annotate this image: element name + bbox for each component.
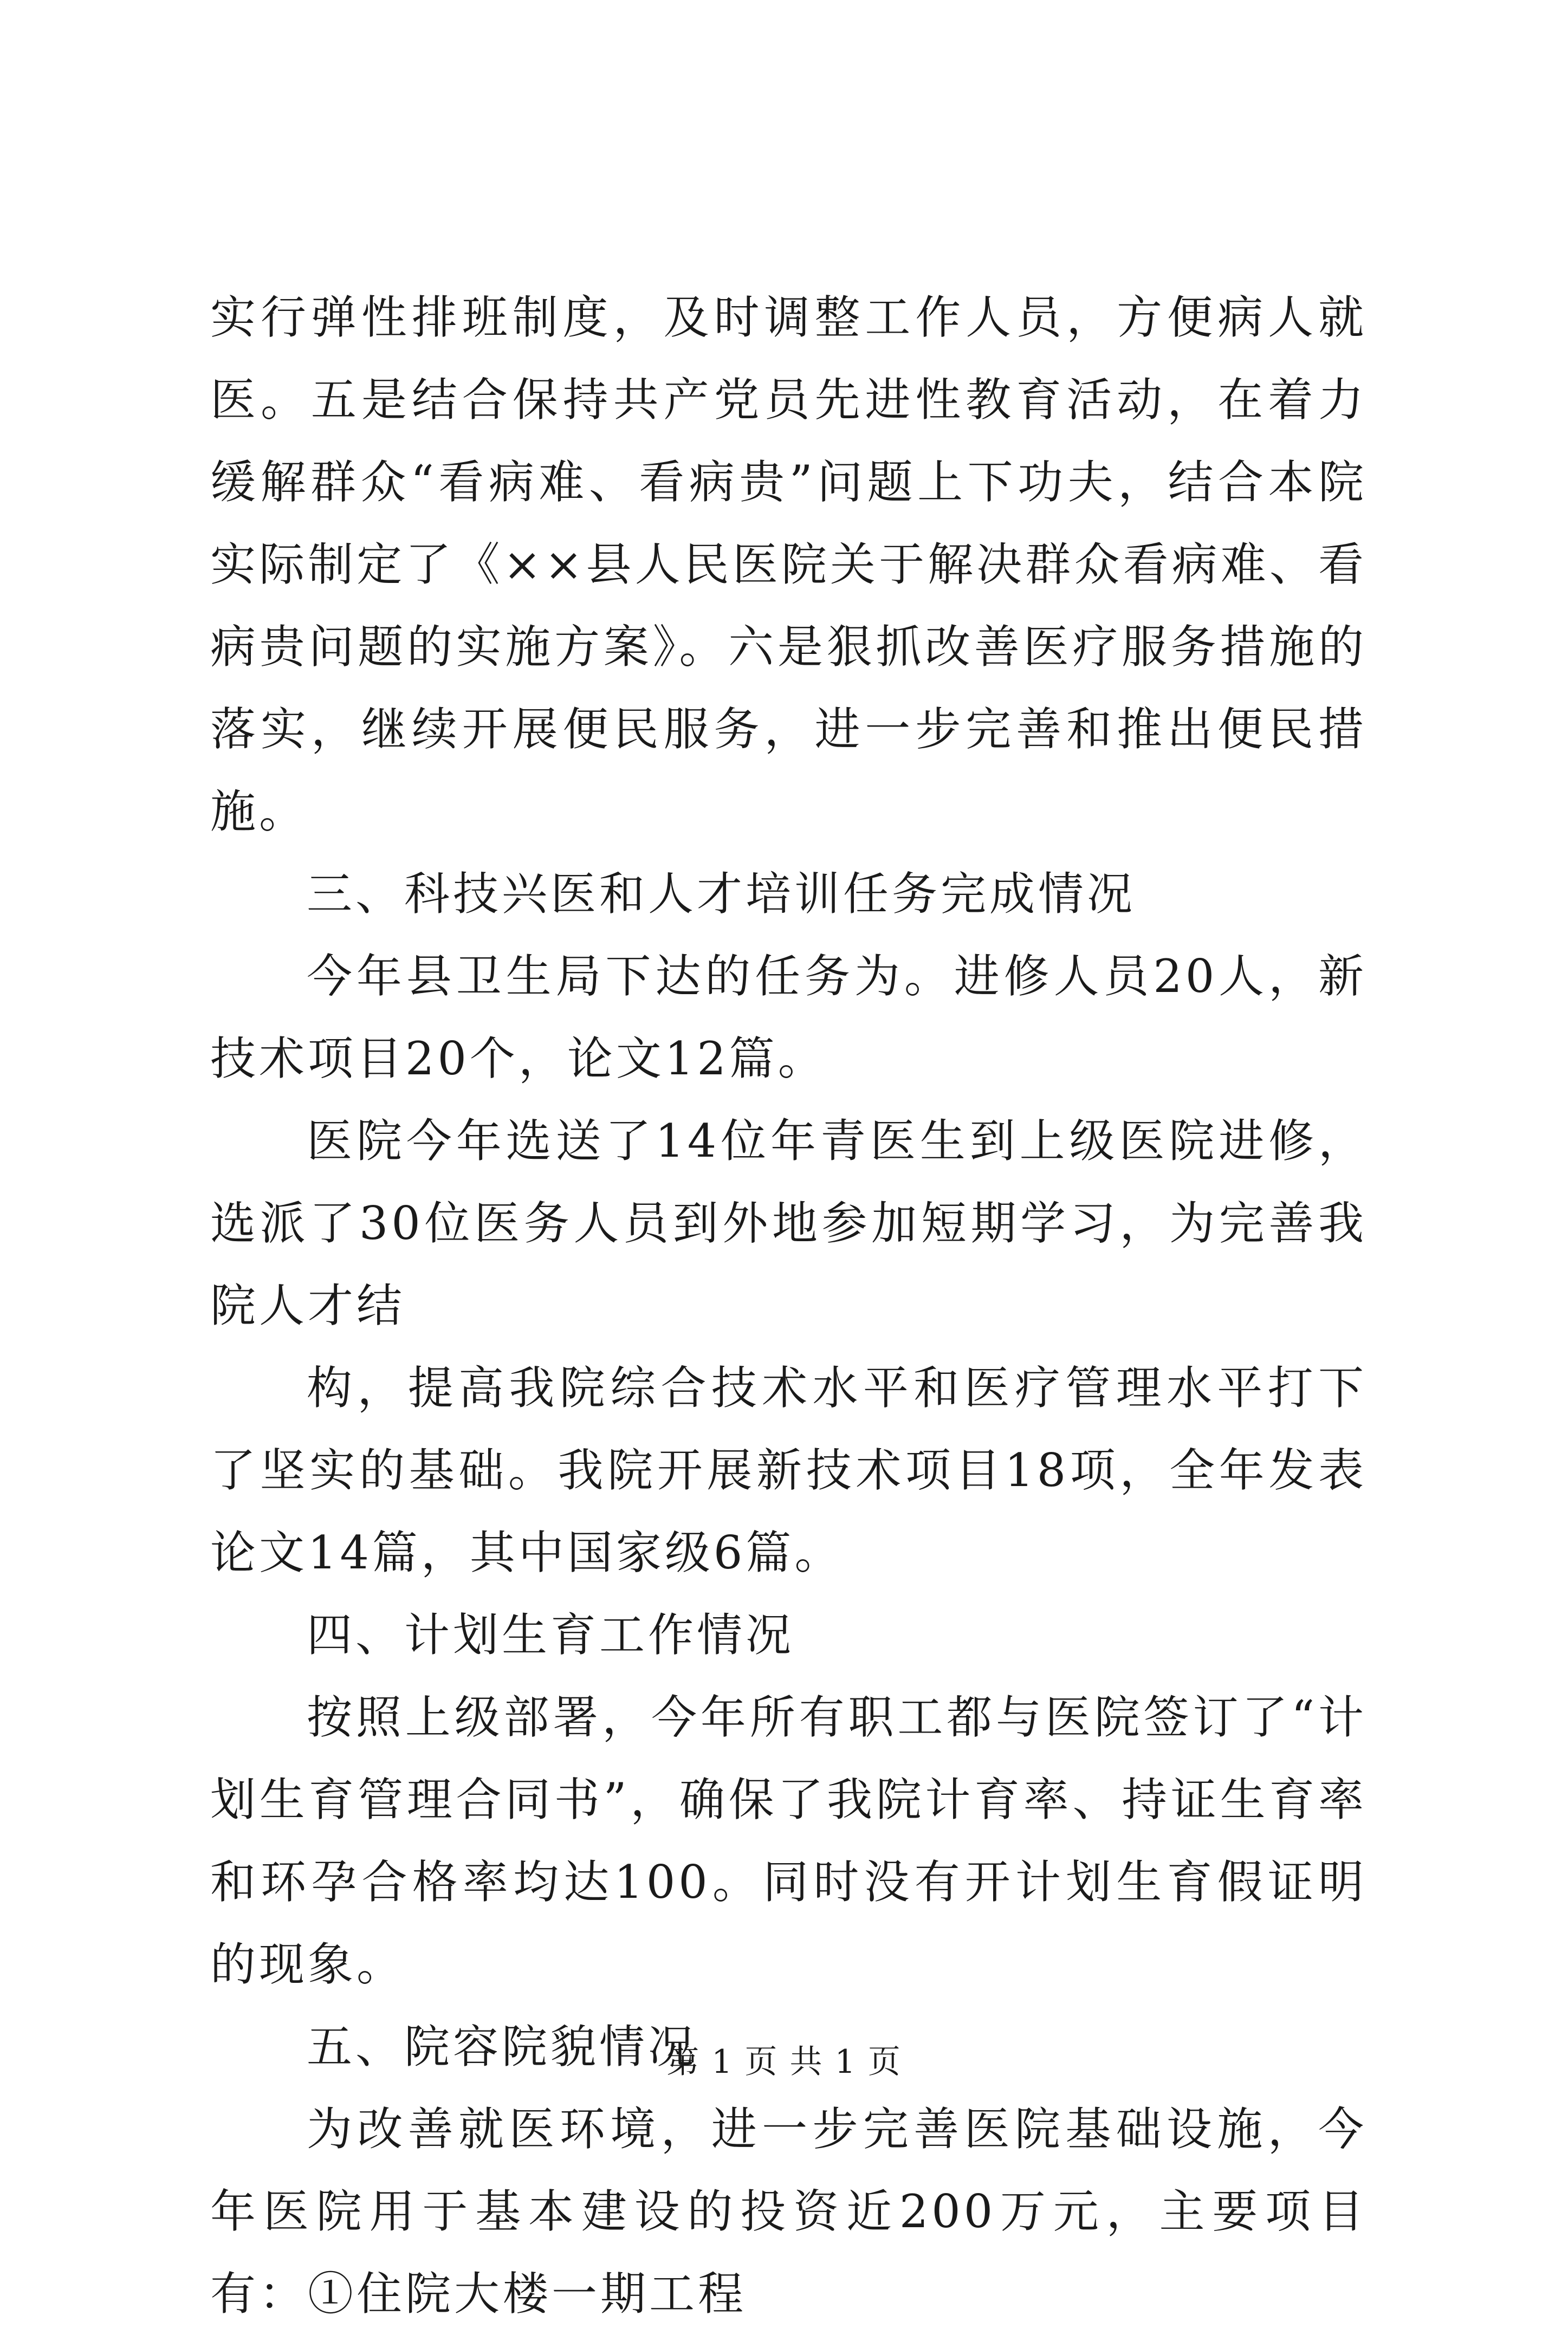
page-number-footer: 第 1 页 共 1 页 [666, 2043, 902, 2081]
section-heading-hospital-appearance: 五、院容院貌情况 [307, 2020, 697, 2073]
section-heading-tech-training: 三、科技兴医和人才培训任务完成情况 [307, 867, 1136, 920]
paragraph-infrastructure: 为改善就医环境，进一步完善医院基础设施，今年医院用于基本建设的投资近200万元，主要项目有：①住院大楼一期工程 [210, 2103, 1367, 2320]
section-heading-family-planning: 四、计划生育工作情况 [307, 1608, 795, 1662]
document-body [210, 276, 1367, 2335]
paragraph-family-planning: 按照上级部署，今年所有职工都与医院签订了“计划生育管理合同书”，确保了我院计育率、持证生育率和环孕合格率均达100。同时没有开计划生育假证明的现象。 [210, 1691, 1367, 1991]
paragraph-continuation: 实行弹性排班制度，及时调整工作人员，方便病人就医。五是结合保持共产党员先进性教育活动，在着力缓解群众“看病难、看病贵”问题上下功夫，结合本院实际制定了《××县人民医院关于解决群众看病难、看病贵问题的实施方案》。六是狠抓改善医疗服务措施的落实，继续开展便民服务，进一步完善和推出便民措施。 [210, 291, 1367, 838]
paragraph-training-results: 构，提高我院综合技术水平和医疗管理水平打下了坚实的基础。我院开展新技术项目18项，全年发表论文14篇，其中国家级6篇。 [210, 1361, 1367, 1579]
paragraph-training-tasks: 今年县卫生局下达的任务为。进修人员20人，新技术项目20个，论文12篇。 [210, 950, 1367, 1085]
paragraph-training-dispatch: 医院今年选送了14位年青医生到上级医院进修，选派了30位医务人员到外地参加短期学习，为完善我院人才结 [210, 1114, 1367, 1332]
